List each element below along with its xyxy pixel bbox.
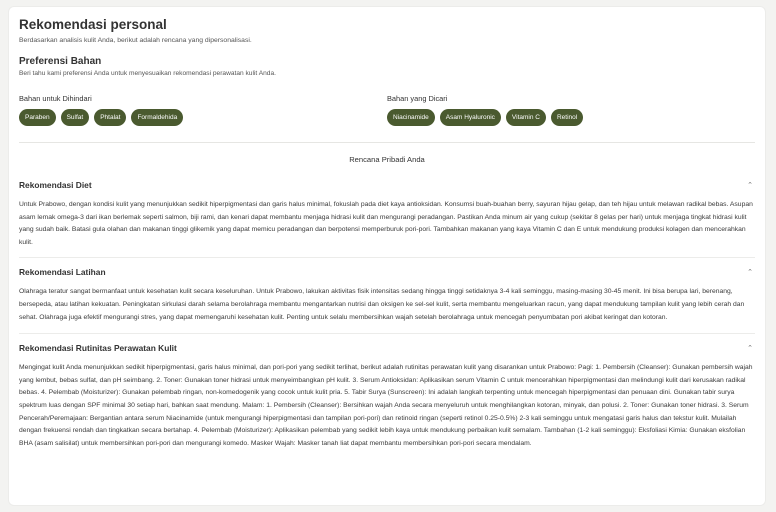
accordion-exercise (19, 258, 755, 334)
accordion-diet-header[interactable] (19, 180, 755, 190)
preferences-title: Preferensi Bahan (19, 56, 102, 67)
seek-column (387, 94, 755, 126)
preferences-subtitle: Beri tahu kami preferensi Anda untuk menyesuaikan rekomendasi perawatan kulit Anda. (19, 70, 276, 77)
accordion-diet-body: Untuk Prabowo, dengan kondisi kulit yang menunjukkan sedikit hiperpigmentasi dan garis halus minimal, fokuslah pada diet kaya antioksidan. Konsumsi buah-buahan berry, sayuran hijau gelap, dan teh hijau untuk melawan radikal bebas. Asupan asam lemak omega-3 dari ikan berlemak seperti salmon, biji rami, dan kenari dapat membantu menjaga hidrasi kulit dan mengurangi peradangan. Pastikan Anda minum air yang cukup (sekitar 8 gelas per hari) untuk menjaga tingkat hidrasi kulit yang sudah baik. Batasi gula olahan dan makanan tinggi glikemik yang dapat memicu peradangan dan berpotensi memperburuk pori-pori. Tambahkan makanan yang kaya Vitamin C dan E untuk mendukung produksi kolagen dan mencerahkan kulit. (19, 201, 753, 246)
chip-sulfat[interactable]: Sulfat (61, 109, 90, 126)
chevron-up-icon[interactable]: ⌃ (747, 182, 753, 189)
page-subtitle: Berdasarkan analisis kulit Anda, berikut adalah rencana yang dipersonalisasi. (19, 37, 252, 44)
chip-niacinamide[interactable]: Niacinamide (387, 109, 435, 126)
chip-retinol[interactable]: Retinol (551, 109, 583, 126)
accordion-diet-title: Rekomendasi Diet (19, 180, 92, 190)
divider (19, 142, 755, 143)
accordion-skincare-title: Rekomendasi Rutinitas Perawatan Kulit (19, 343, 177, 354)
plan-heading: Rencana Pribadi Anda (349, 155, 425, 164)
chip-phtalat[interactable]: Phtalat (94, 109, 126, 126)
accordion-exercise-title: Rekomendasi Latihan (19, 267, 106, 278)
accordion-skincare-header[interactable] (19, 343, 755, 353)
avoid-column (19, 94, 387, 126)
chevron-up-icon[interactable]: ⌃ (747, 345, 753, 353)
accordion-exercise-body: Olahraga teratur sangat bermanfaat untuk kesehatan kulit secara keseluruhan. Untuk Prabowo, lakukan aktivitas fisik intensitas sedang hingga tinggi setidaknya 3-4 kali seminggu, masing-masing 30-45 menit. Ini bisa berupa lari, berenang, bersepeda, atau latihan kekuatan. Peningkatan sirkulasi darah selama berolahraga membantu mengantarkan nutrisi dan oksigen ke sel-sel kulit, serta membantu mengeluarkan racun, yang dapat mendukung tampilan kulit yang lebih cerah dan sehat. Olahraga juga efektif mengurangi stres, yang dapat memengaruhi kesehatan kulit. Penting untuk selalu membersihkan wajah setelah berolahraga untuk mencegah penyumbatan pori akibat keringat dan kotoran. (19, 288, 745, 321)
chip-paraben[interactable]: Paraben (19, 109, 56, 126)
seek-label: Bahan yang Dicari (387, 94, 448, 103)
avoid-label: Bahan untuk Dihindari (19, 94, 92, 103)
chip-formaldehida[interactable]: Formaldehida (131, 109, 183, 126)
accordion-skincare-body: Mengingat kulit Anda menunjukkan sedikit hiperpigmentasi, garis halus minimal, dan pori-pori yang sedikit terlihat, berikut adalah rutinitas perawatan kulit yang disarankan untuk Prabowo: Pagi: 1. Pembersih (Cleanser): Gunakan pembersih wajah yang lembut, bebas sulfat, dan pH seimbang. 2. Toner: Gunakan toner hidrasi untuk menyeimbangkan pH kulit. 3. Serum Antioksidan: Aplikasikan serum Vitamin C untuk mencerahkan hiperpigmentasi dan melindungi kulit dari kerusakan radikal bebas. 4. Pelembab (Moisturizer): Gunakan pelembab ringan, non-komedogenik yang cocok untuk kulit pria. 5. Tabir Surya (Sunscreen): Ini adalah langkah terpenting untuk mencegah hiperpigmentasi dan penuaan dini. Gunakan tabir surya spektrum luas dengan SPF minimal 30 setiap hari, bahkan saat mendung. Malam: 1. Pembersih (Cleanser): Bersihkan wajah Anda secara menyeluruh untuk menghilangkan kotoran, minyak, dan polusi. 2. Toner: Gunakan toner hidrasi. 3. Serum Pencerah/Peremajaan: Bergantian antara serum Niacinamide (untuk mengurangi hiperpigmentasi dan tampilan pori-pori) dan retinoid ringan (seperti retinol 0.25-0.5%) 2-3 kali seminggu untuk mengatasi garis halus dan tekstur kulit. Mulailah dengan frekuensi rendah dan tingkatkan secara bertahap. 4. Pelembab (Moisturizer): Aplikasikan pelembab yang sedikit lebih kaya untuk mendukung perbaikan kulit semalam. Tambahan (1-2 kali seminggu): Eksfoliasi Kimia: Gunakan eksfolian BHA (asam salisilat) untuk membersihkan pori-pori dan mengurangi komedo. Masker Wajah: Masker tanah liat dapat membantu membersihkan pori-pori secara mendalam. (19, 364, 753, 447)
accordion-exercise-header[interactable] (19, 267, 755, 277)
preferences-columns (19, 94, 755, 126)
page-title: Rekomendasi personal (19, 17, 167, 32)
avoid-chips (19, 109, 387, 126)
seek-chips (387, 109, 755, 126)
chip-vitamin-c[interactable]: Vitamin C (506, 109, 546, 126)
accordion-diet (19, 180, 755, 258)
chip-asam-hyaluronic[interactable]: Asam Hyaluronic (440, 109, 501, 126)
accordion-skincare (19, 334, 755, 450)
recommendation-card (8, 6, 766, 506)
chevron-up-icon[interactable]: ⌃ (747, 269, 753, 277)
